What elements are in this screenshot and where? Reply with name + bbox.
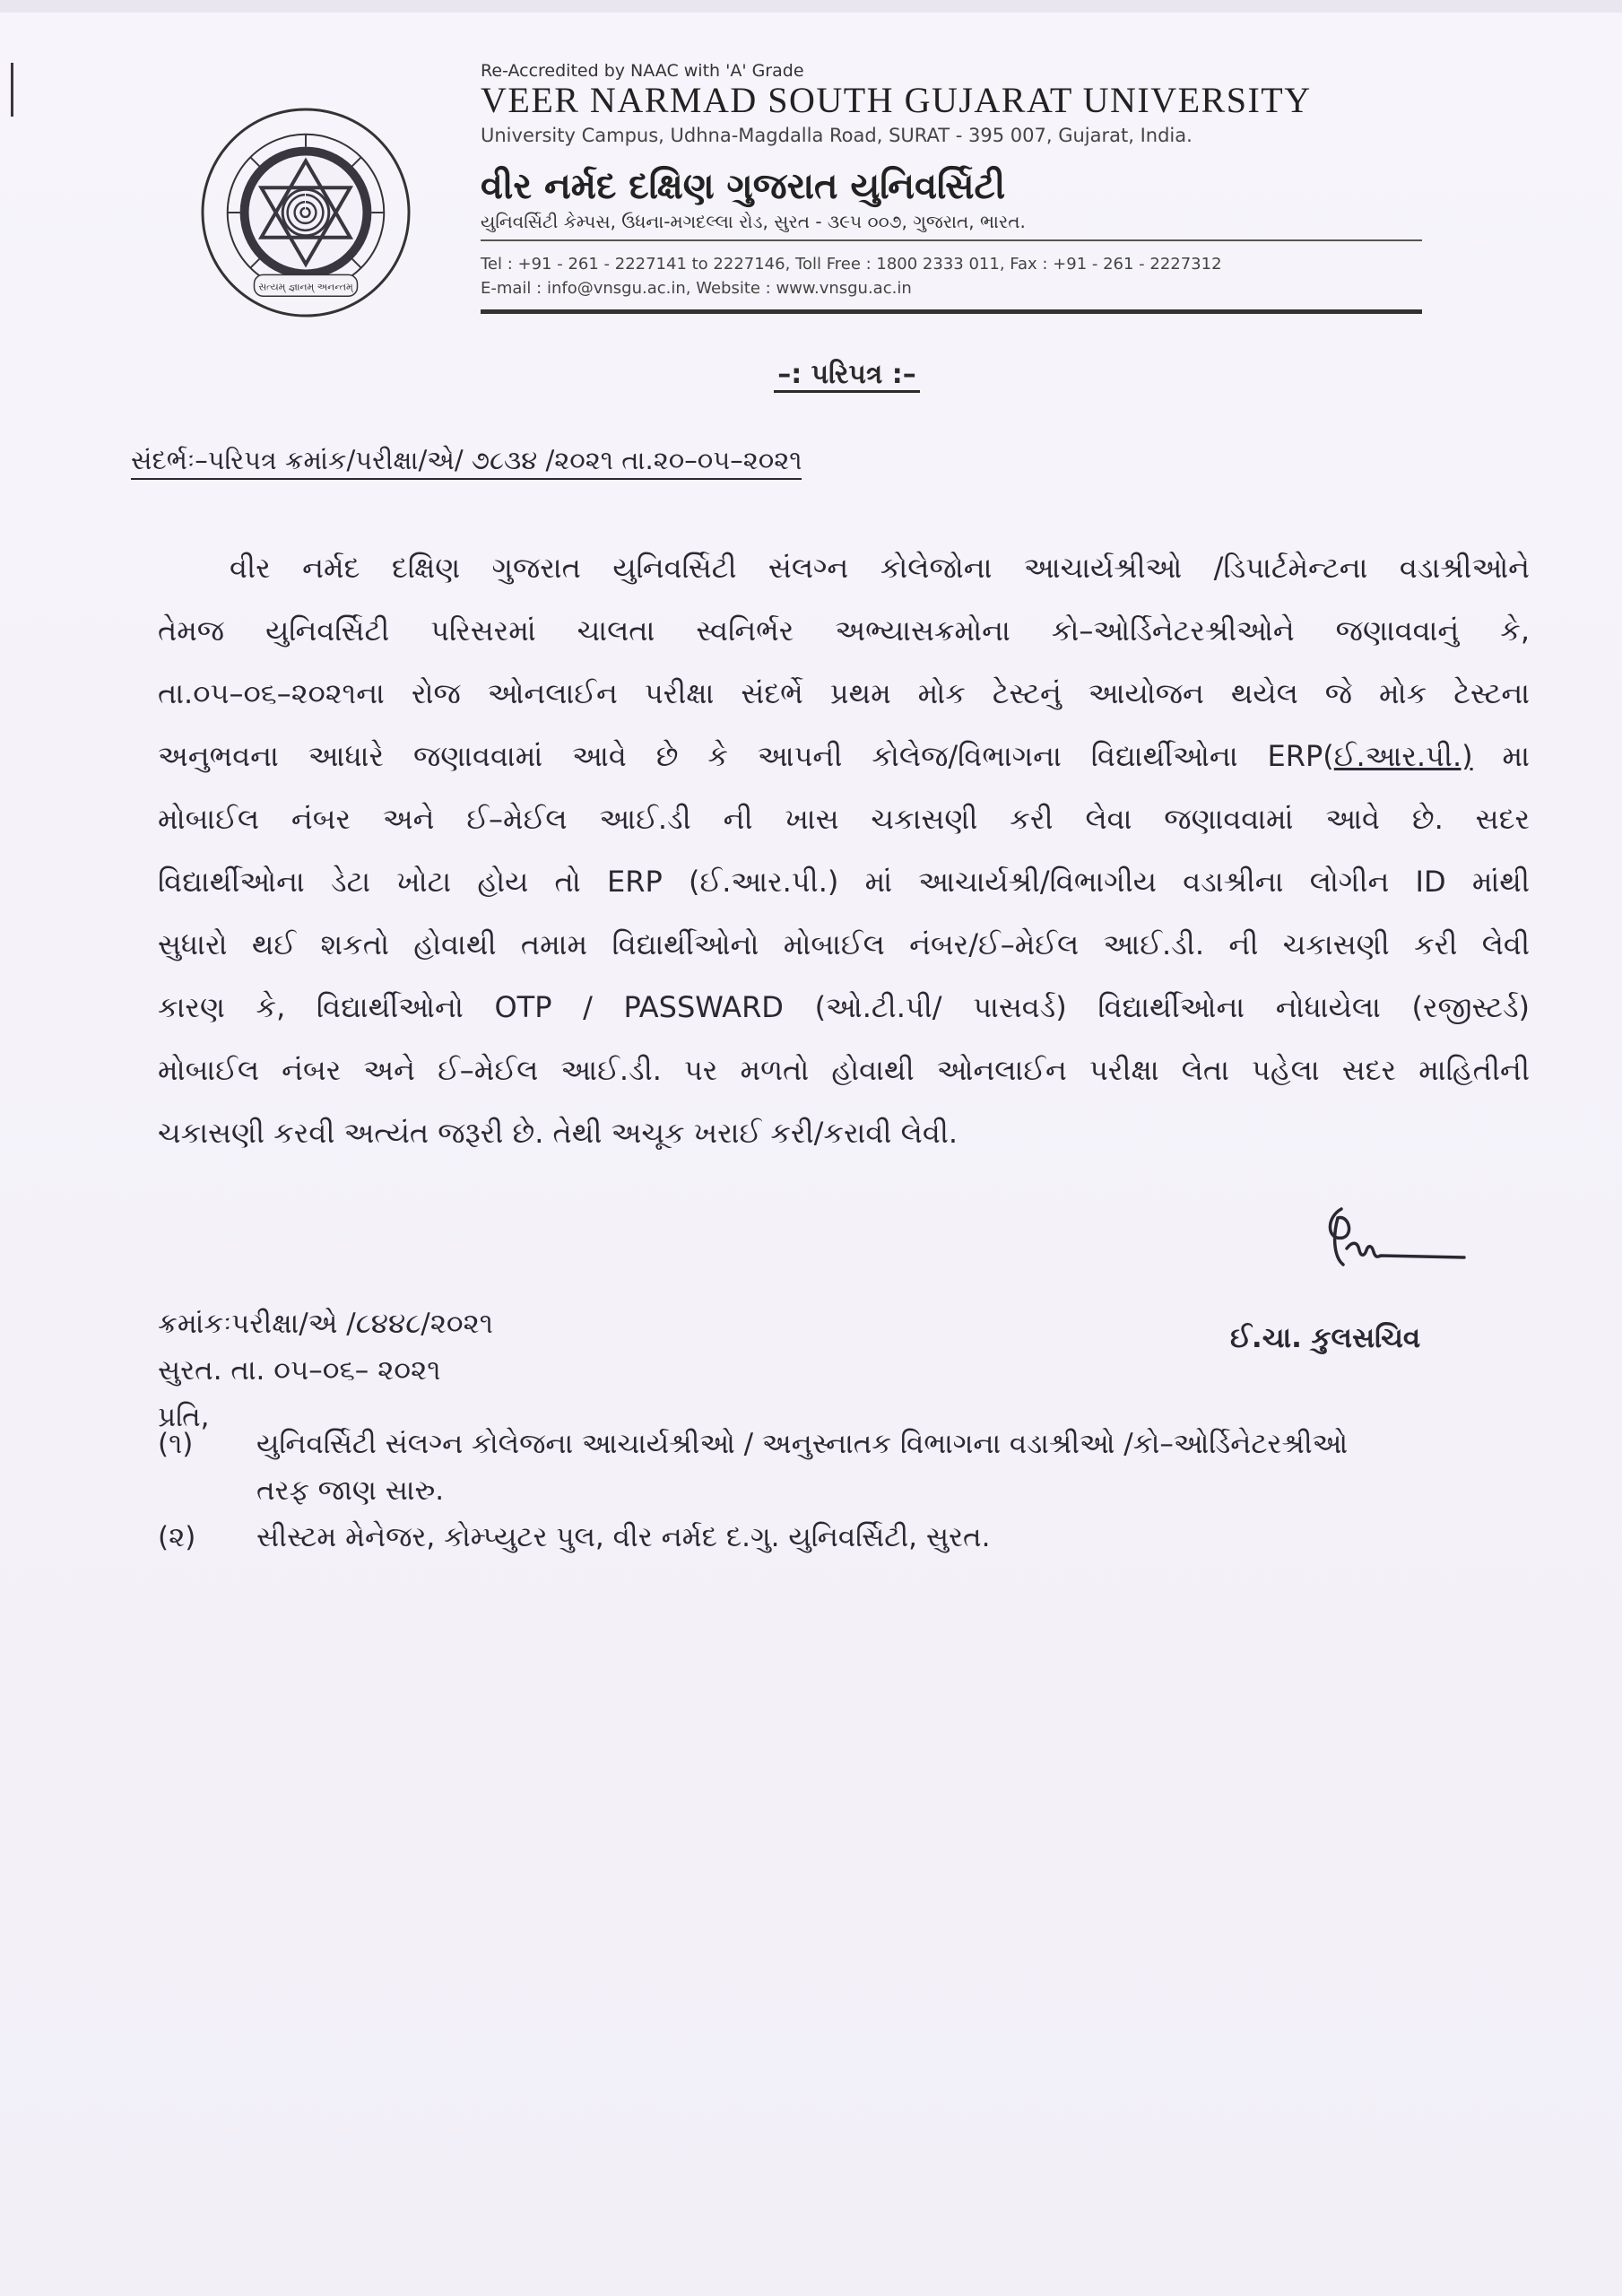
circular-body [158,536,1530,1164]
list-number: (૧) [158,1428,194,1460]
letter-number: ક્રમાંકઃપરીક્ષા/એ /૮૪૪૮/૨૦૨૧ [158,1308,493,1340]
university-seal-icon [199,106,412,319]
erp-underlined: ઈ.આર.પી.) [1333,739,1473,773]
list-text [256,1421,1557,1514]
university-name-english: VEER NARMAD SOUTH GUJARAT UNIVERSITY [481,80,1312,120]
scan-margin-mark [11,63,13,117]
recipient-text: યુનિવર્સિટી સંલગ્ન કોલેજના આચાર્યશ્રીઓ / અનુસ્નાતક વિભાગના વડાશ્રીઓ /કો–ઓર્ડિનેટરશ્રીઓ [256,1428,1349,1460]
address-english: University Campus, Udhna-Magdalla Road, SURAT - 395 007, Gujarat, India. [481,125,1193,146]
scan-edge [0,0,1622,13]
letterhead [481,61,1431,314]
address-gujarati: યુનિવર્સિટી કેમ્પસ, ઉધના-મગદલ્લા રોડ, સુરત - ૩૯૫ ૦૦૭, ગુજરાત, ભારત. [481,211,1026,232]
designation: ઈ.ચા. કુલસચિવ [1230,1322,1421,1354]
university-name-gujarati: વીર નર્મદ દક્ષિણ ગુજરાત યુનિવર્સિટી [481,166,1006,207]
seal-motto: સત્યમ્ જ્ઞાનમ્ અનન્તમ્ [258,281,353,293]
body-line: તા.૦૫–૦૬–૨૦૨૧ના રોજ ઓનલાઈન પરીક્ષા સંદર્ભે પ્રથમ મોક ટેસ્ટનું આયોજન થયેલ જે મોક ટેસ્ટના [158,676,1530,710]
accreditation-text: Re-Accredited by NAAC with 'A' Grade [481,61,804,81]
body-line: મોબાઈલ નંબર અને ઈ–મેઈલ આઈ.ડી. પર મળતો હોવાથી ઓનલાઈન પરીક્ષા લેતા પહેલા સદર માહિતીની [158,1053,1530,1087]
header-rule [481,309,1422,314]
list-item [158,1421,1557,1514]
circular-title [0,359,1622,390]
recipient-list [158,1421,1557,1561]
recipient-text-cont: તરફ જાણ સારુ. [256,1474,445,1507]
body-text: અનુભવના આધારે જણાવવામાં આવે છે કે આપની કોલેજ/વિભાગના વિદ્યાર્થીઓના ERP( [158,739,1334,773]
body-line: ચકાસણી કરવી અત્યંત જરૂરી છે. તેથી અચૂક ખરાઈ કરી/કરાવી લેવી. [158,1116,958,1150]
to-label: પ્રતિ, [158,1401,210,1433]
letter-date: સુરત. તા. ૦૫–૦૬– ૨૦૨૧ [158,1354,441,1387]
body-line: વીર નર્મદ દક્ષિણ ગુજરાત યુનિવર્સિટી સંલગ્ન કોલેજોના આચાર્યશ્રીઓ /ડિપાર્ટમેન્ટના વડાશ્રીઓને [230,551,1530,585]
body-line: તેમજ યુનિવર્સિટી પરિસરમાં ચાલતા સ્વનિર્ભર અભ્યાસક્રમોના કો–ઓર્ડિનેટરશ્રીઓને જણાવવાનું કે, [158,613,1530,648]
list-number: (૨) [158,1521,196,1553]
body-line: વિદ્યાર્થીઓના ડેટા ખોટા હોય તો ERP (ઈ.આર.પી.) માં આચાર્યશ્રી/વિભાગીય વડાશ્રીના લોગીન ID માંથી [158,865,1530,899]
contact-email: E-mail : info@vnsgu.ac.in, Website : www.vnsgu.ac.in [481,279,912,298]
recipient-text: સીસ્ટમ મેનેજર, કોમ્પ્યુટર પુલ, વીર નર્મદ દ.ગુ. યુનિવર્સિટી, સુરત. [256,1521,991,1553]
letter-meta [158,1300,493,1440]
contact-phone: Tel : +91 - 261 - 2227141 to 2227146, Toll Free : 1800 2333 011, Fax : +91 - 261 - 2227312 [481,255,1222,274]
contact-info [481,252,1431,300]
header-divider [481,239,1422,241]
circular-title-text: –: પરિપત્ર :– [774,359,920,393]
list-item [158,1514,1557,1561]
body-line: કારણ કે, વિદ્યાર્થીઓનો OTP / PASSWARD (ઓ.ટી.પી/ પાસવર્ડ) વિદ્યાર્થીઓના નોધાયેલા (રજીસ્ટર્ડ) [158,990,1530,1024]
body-line: સુધારો થઈ શકતો હોવાથી તમામ વિદ્યાર્થીઓનો મોબાઈલ નંબર/ઈ–મેઈલ આઈ.ડી. ની ચકાસણી કરી લેવી [158,927,1530,961]
body-text: મા [1472,739,1530,773]
reference-line: સંદર્ભઃ–પરિપત્ર ક્રમાંક/પરીક્ષા/એ/ ૭૮૩૪ /૨૦૨૧ તા.૨૦–૦૫–૨૦૨૧ [131,445,802,480]
body-line [158,725,1530,787]
body-line: મોબાઈલ નંબર અને ઈ–મેઈલ આઈ.ડી ની ખાસ ચકાસણી કરી લેવા જણાવવામાં આવે છે. સદર [158,802,1530,836]
signature-icon [1316,1202,1469,1283]
